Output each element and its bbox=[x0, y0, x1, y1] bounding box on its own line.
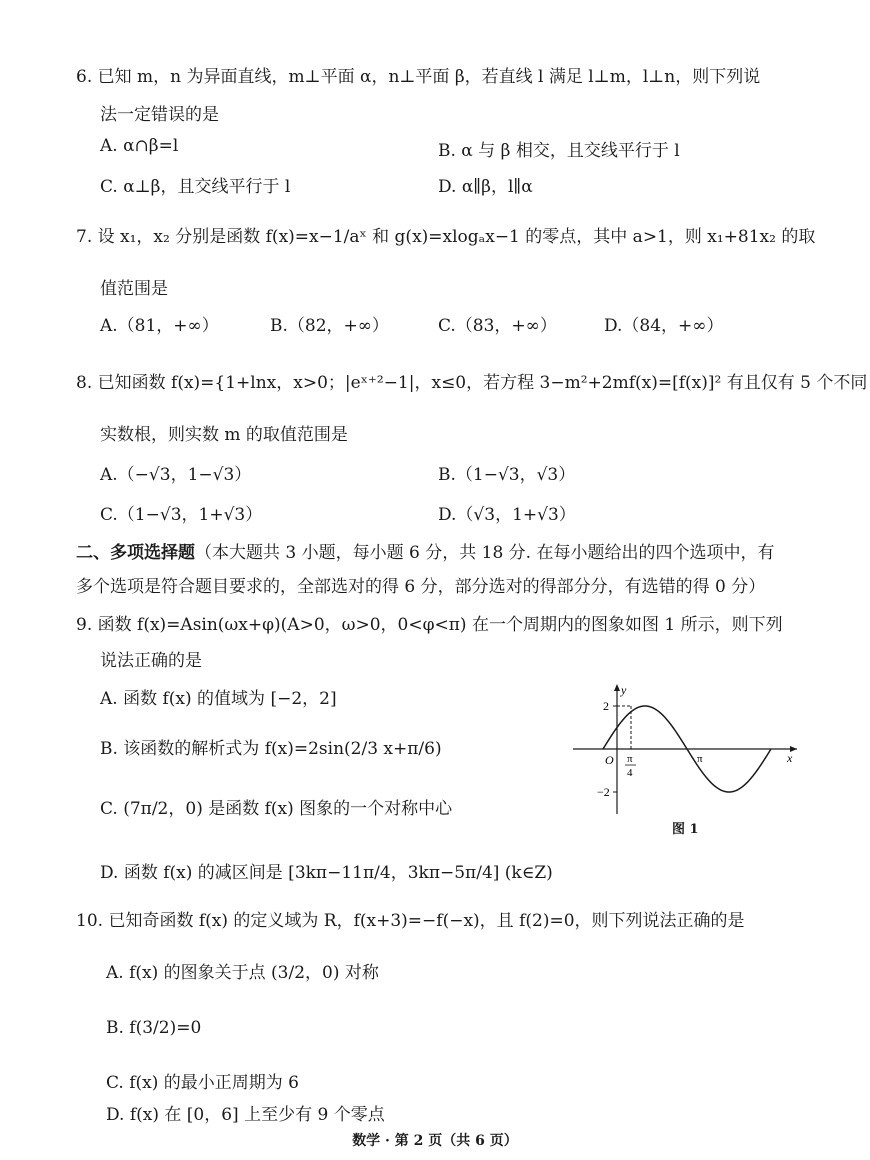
y-axis-label: y bbox=[621, 683, 627, 697]
q8-option-a: A.（−√3，1−√3） bbox=[100, 465, 252, 485]
q6-option-d: D. α∥β，l∥α bbox=[438, 177, 533, 197]
section2-intro-line2: 多个选项是符合题目要求的，全部选对的得 6 分，部分选对的得部分分，有选错的得 0 分） bbox=[76, 577, 766, 597]
q6-option-a: A. α∩β=l bbox=[100, 136, 179, 156]
tick-label-x1-numerator: π bbox=[627, 753, 633, 765]
origin-label: O bbox=[605, 753, 614, 767]
q7-stem-line1: 7. 设 x₁，x₂ 分别是函数 f(x)=x−1/aˣ 和 g(x)=xlogₐx−1 的零点，其中 a>1，则 x₁+81x₂ 的取 bbox=[76, 227, 816, 247]
y-axis-arrow bbox=[614, 684, 620, 691]
q6-option-b: B. α 与 β 相交，且交线平行于 l bbox=[438, 141, 680, 161]
tick-label-x2: π bbox=[697, 753, 703, 765]
q7-option-d: D.（84，+∞） bbox=[604, 316, 724, 336]
q10-stem-line1: 10. 已知奇函数 f(x) 的定义域为 R，f(x+3)=−f(−x)，且 f(2)=0，则下列说法正确的是 bbox=[76, 911, 745, 931]
q9-option-c: C. (7π/2，0) 是函数 f(x) 图象的一个对称中心 bbox=[100, 799, 453, 819]
q8-option-c: C.（1−√3，1+√3） bbox=[100, 505, 263, 525]
q6-stem-line2: 法一定错误的是 bbox=[100, 105, 219, 125]
q7-stem-line2: 值范围是 bbox=[100, 279, 168, 299]
tick-label-y-top: 2 bbox=[603, 699, 609, 713]
q10-option-d: D. f(x) 在 [0，6] 上至少有 9 个零点 bbox=[106, 1105, 385, 1125]
q8-stem-line2: 实数根，则实数 m 的取值范围是 bbox=[100, 425, 348, 445]
q6-option-c: C. α⊥β，且交线平行于 l bbox=[100, 177, 291, 197]
section2-title: 二、多项选择题 bbox=[76, 543, 195, 563]
q6-stem-line1: 6. 已知 m，n 为异面直线，m⊥平面 α，n⊥平面 β，若直线 l 满足 l⊥m，l⊥n，则下列说 bbox=[76, 67, 761, 87]
tick-label-y-bottom: −2 bbox=[597, 785, 610, 799]
q7-option-b: B.（82，+∞） bbox=[270, 316, 389, 336]
q9-option-b: B. 该函数的解析式为 f(x)=2sin(2/3 x+π/6) bbox=[100, 739, 442, 759]
page-footer: 数学 · 第 2 页（共 6 页） bbox=[352, 1133, 518, 1149]
q9-option-a: A. 函数 f(x) 的值域为 [−2，2] bbox=[100, 689, 337, 709]
tick-label-x1-denominator: 4 bbox=[627, 767, 633, 779]
section2-intro-line1: （本大题共 3 小题，每小题 6 分，共 18 分. 在每小题给出的四个选项中，有 bbox=[195, 543, 775, 563]
x-axis-label: x bbox=[787, 751, 793, 765]
section2-heading bbox=[76, 538, 775, 563]
q8-stem-line1: 8. 已知函数 f(x)={1+lnx，x>0；|eˣ⁺²−1|，x≤0，若方程 3−m²+2mf(x)=[f(x)]² 有且仅有 5 个不同 bbox=[76, 373, 868, 393]
figure-caption: 图 1 bbox=[672, 822, 699, 837]
q7-option-c: C.（83，+∞） bbox=[438, 316, 557, 336]
q10-option-c: C. f(x) 的最小正周期为 6 bbox=[106, 1073, 299, 1093]
q8-option-d: D.（√3，1+√3） bbox=[438, 505, 576, 525]
q8-option-b: B.（1−√3，√3） bbox=[438, 465, 576, 485]
q7-option-a: A.（81，+∞） bbox=[100, 316, 219, 336]
sine-graph-figure bbox=[565, 678, 805, 818]
q9-option-d: D. 函数 f(x) 的减区间是 [3kπ−11π/4，3kπ−5π/4] (k∈Z) bbox=[100, 863, 553, 883]
q10-option-b: B. f(3/2)=0 bbox=[106, 1018, 202, 1038]
q9-stem-line1: 9. 函数 f(x)=Asin(ωx+φ)(A>0，ω>0，0<φ<π) 在一个周期内的图象如图 1 所示，则下列 bbox=[76, 615, 783, 635]
q10-option-a: A. f(x) 的图象关于点 (3/2，0) 对称 bbox=[106, 963, 379, 983]
q9-stem-line2: 说法正确的是 bbox=[100, 651, 202, 671]
